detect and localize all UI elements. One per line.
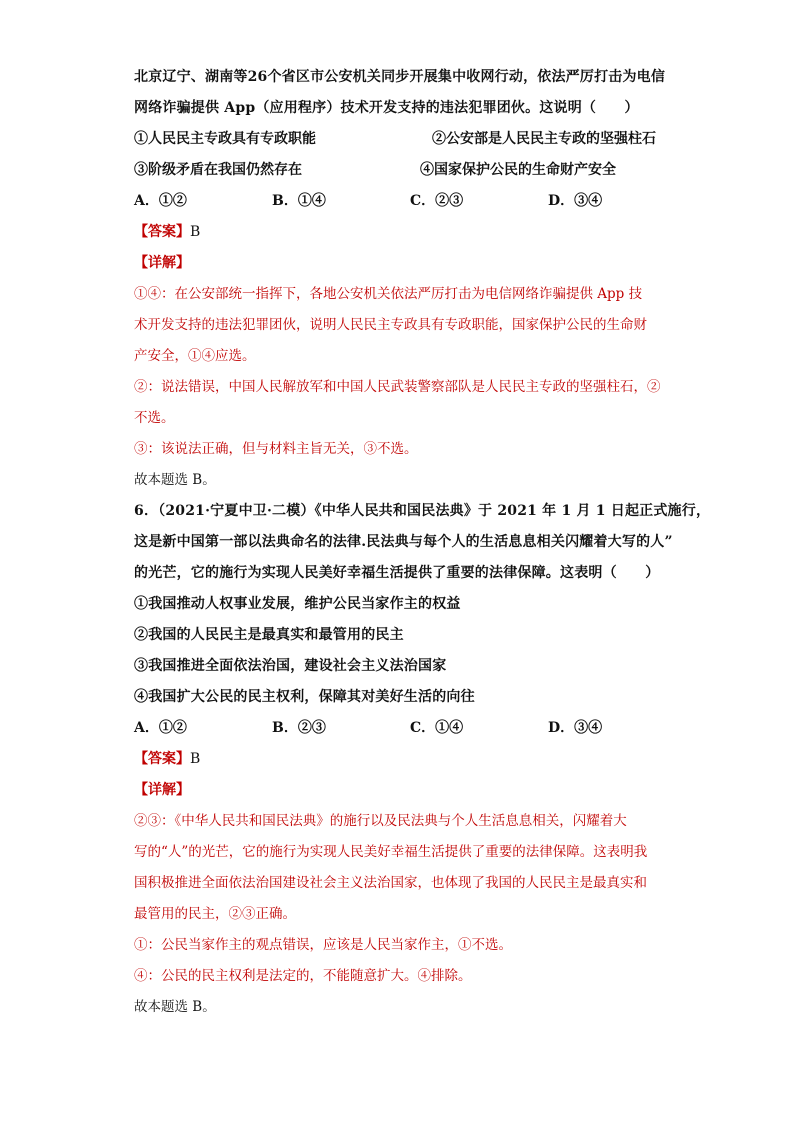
explanation-line: ③：该说法正确，但与材料主旨无关，③不选。 (134, 441, 418, 457)
answer-line (134, 217, 664, 248)
statement-1: ①我国推动人权事业发展，维护公民当家作主的权益 (134, 596, 461, 612)
question-5 (134, 62, 664, 496)
explanation-line: 国积极推进全面依法治国建设社会主义法治国家，也体现了我国的人民民主是最真实和 (134, 875, 647, 891)
explanation-line: 写的“人”的光芒，它的施行为实现人民美好幸福生活提供了重要的法律保障。这表明我 (134, 844, 648, 860)
question-stem-line: 的光芒，它的施行为实现人民美好幸福生活提供了重要的法律保障。这表明（ ） (134, 565, 660, 581)
explanation-line: 最管用的民主，②③正确。 (134, 906, 296, 922)
detail-label: 【详解】 (134, 782, 190, 798)
question-6 (134, 496, 711, 1023)
choice-d: D．③④ (548, 720, 603, 736)
choice-a: A．①② (134, 193, 187, 209)
explanation-line: ①：公民当家作主的观点错误，应该是人民当家作主，①不选。 (134, 937, 512, 953)
detail-heading (134, 775, 664, 806)
statement-row (134, 155, 664, 186)
choice-b: B．②③ (272, 720, 326, 736)
choice-c: C．①④ (410, 720, 464, 736)
statement-1: ①人民民主专政具有专政职能 (134, 131, 316, 147)
choices-row (134, 713, 664, 744)
question-stem-line: 北京辽宁、湖南等26个省区市公安机关同步开展集中收网行动，依法严厉打击为电信 (134, 69, 666, 85)
explanation-line: ②：说法错误，中国人民解放军和中国人民武装警察部队是人民民主专政的坚强柱石，② (134, 379, 661, 395)
detail-heading (134, 248, 664, 279)
answer-label: 【答案】 (134, 224, 190, 240)
statement-3: ③阶级矛盾在我国仍然存在 (134, 162, 302, 178)
statement-2: ②公安部是人民民主专政的坚强柱石 (432, 131, 656, 147)
question-stem-line: 网络诈骗提供 App（应用程序）技术开发支持的违法犯罪团伙。这说明（ ） (134, 100, 639, 116)
answer-value: B (190, 224, 201, 240)
choice-b: B．①④ (272, 193, 326, 209)
explanation-line: 产安全，①④应选。 (134, 348, 256, 364)
conclusion-line: 故本题选 B。 (134, 472, 216, 488)
detail-label: 【详解】 (134, 255, 190, 271)
explanation-line: ①④：在公安部统一指挥下，各地公安机关依法严厉打击为电信网络诈骗提供 App 技 (134, 286, 643, 302)
statement-row (134, 124, 664, 155)
answer-label: 【答案】 (134, 751, 190, 767)
statement-4: ④国家保护公民的生命财产安全 (420, 162, 616, 178)
explanation-line: ②③：《中华人民共和国民法典》的施行以及民法典与个人生活息息相关，闪耀着大 (134, 813, 627, 829)
choice-a: A．①② (134, 720, 187, 736)
conclusion-line: 故本题选 B。 (134, 999, 216, 1015)
statement-3: ③我国推进全面依法治国，建设社会主义法治国家 (134, 658, 447, 674)
question-stem-line: 这是新中国第一部以法典命名的法律.民法典与每个人的生活息息相关闪耀着大写的人” (134, 534, 673, 550)
explanation-line: 不选。 (134, 410, 175, 426)
answer-line (134, 744, 664, 775)
question-stem-line: 6．（2021·宁夏中卫·二模）《中华人民共和国民法典》于 2021 年 1 月 1 日起正式施行， (134, 503, 711, 519)
explanation-line: ④：公民的民主权利是法定的，不能随意扩大。④排除。 (134, 968, 472, 984)
statement-4: ④我国扩大公民的民主权利，保障其对美好生活的向往 (134, 689, 475, 705)
explanation-line: 术开发支持的违法犯罪团伙，说明人民民主专政具有专政职能，国家保护公民的生命财 (134, 317, 647, 333)
choice-c: C．②③ (410, 193, 464, 209)
statement-2: ②我国的人民民主是最真实和最管用的民主 (134, 627, 404, 643)
choices-row (134, 186, 664, 217)
answer-value: B (190, 751, 201, 767)
choice-d: D．③④ (548, 193, 603, 209)
